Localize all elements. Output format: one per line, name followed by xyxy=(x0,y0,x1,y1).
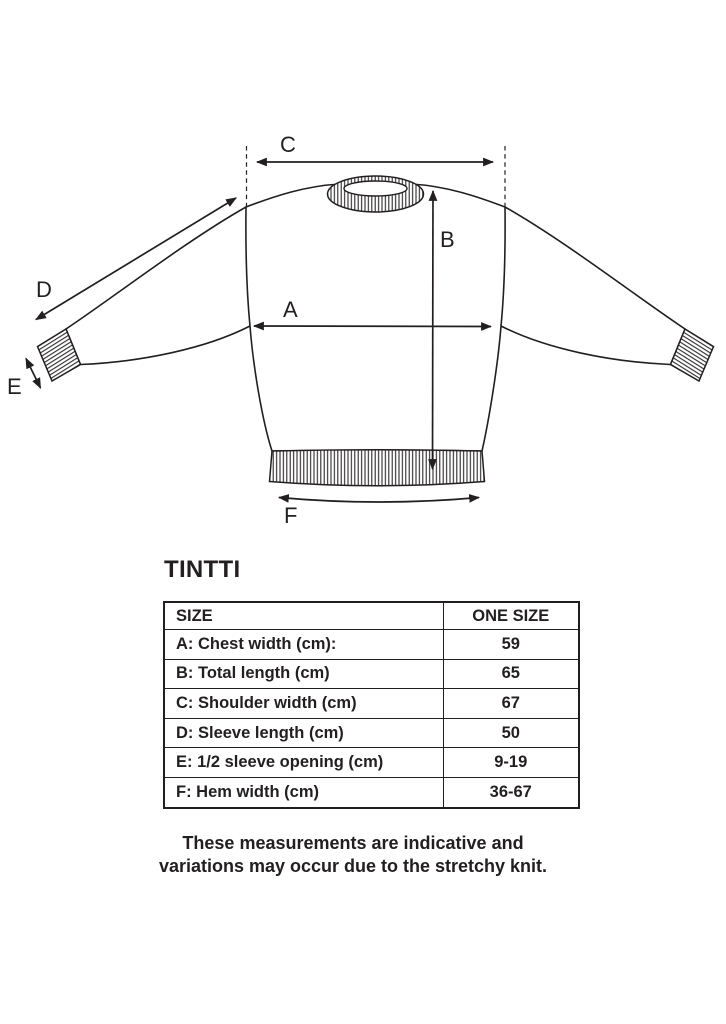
measurement-value: 65 xyxy=(443,659,579,689)
measurement-arrow-f xyxy=(279,498,479,529)
measurement-name: A: Chest width (cm): xyxy=(164,630,443,660)
measurement-label-a: A xyxy=(283,297,298,322)
product-title: TINTTI xyxy=(164,556,241,583)
measurement-name: E: 1/2 sleeve opening (cm) xyxy=(164,748,443,778)
size-table-header-row xyxy=(164,602,579,630)
measurement-value: 59 xyxy=(443,630,579,660)
measurement-value: 67 xyxy=(443,689,579,719)
hem-rib-band xyxy=(270,450,485,486)
measurement-value: 36-67 xyxy=(443,777,579,807)
table-row-shoulder-width xyxy=(164,689,579,719)
measurement-disclaimer xyxy=(103,832,603,878)
measurement-value: 9-19 xyxy=(443,748,579,778)
table-row-sleeve-opening xyxy=(164,748,579,778)
left-sleeve xyxy=(66,207,250,365)
disclaimer-line-1: These measurements are indicative and xyxy=(182,833,524,853)
measurement-name: B: Total length (cm) xyxy=(164,659,443,689)
measurement-arrow-c xyxy=(257,132,493,162)
measurement-name: C: Shoulder width (cm) xyxy=(164,689,443,719)
right-sleeve xyxy=(501,207,685,365)
table-row-sleeve-length xyxy=(164,718,579,748)
table-row-hem-width xyxy=(164,777,579,807)
measurement-label-b: B xyxy=(440,227,455,252)
measurement-label-f: F xyxy=(284,503,298,528)
size-table xyxy=(163,601,580,809)
disclaimer-line-2: variations may occur due to the stretchy knit. xyxy=(158,856,548,876)
table-row-chest-width xyxy=(164,630,579,660)
measurement-label-c: C xyxy=(280,132,296,157)
measurement-value: 50 xyxy=(443,718,579,748)
measurement-label-d: D xyxy=(36,277,52,302)
measurement-label-e: E xyxy=(7,374,22,399)
table-row-total-length xyxy=(164,659,579,689)
size-table-header-size: SIZE xyxy=(164,602,443,630)
measurement-name: F: Hem width (cm) xyxy=(164,777,443,807)
size-table-header-onesize: ONE SIZE xyxy=(443,602,579,630)
measurement-arrow-e xyxy=(7,359,41,400)
measurement-name: D: Sleeve length (cm) xyxy=(164,718,443,748)
neck-opening xyxy=(344,181,407,196)
